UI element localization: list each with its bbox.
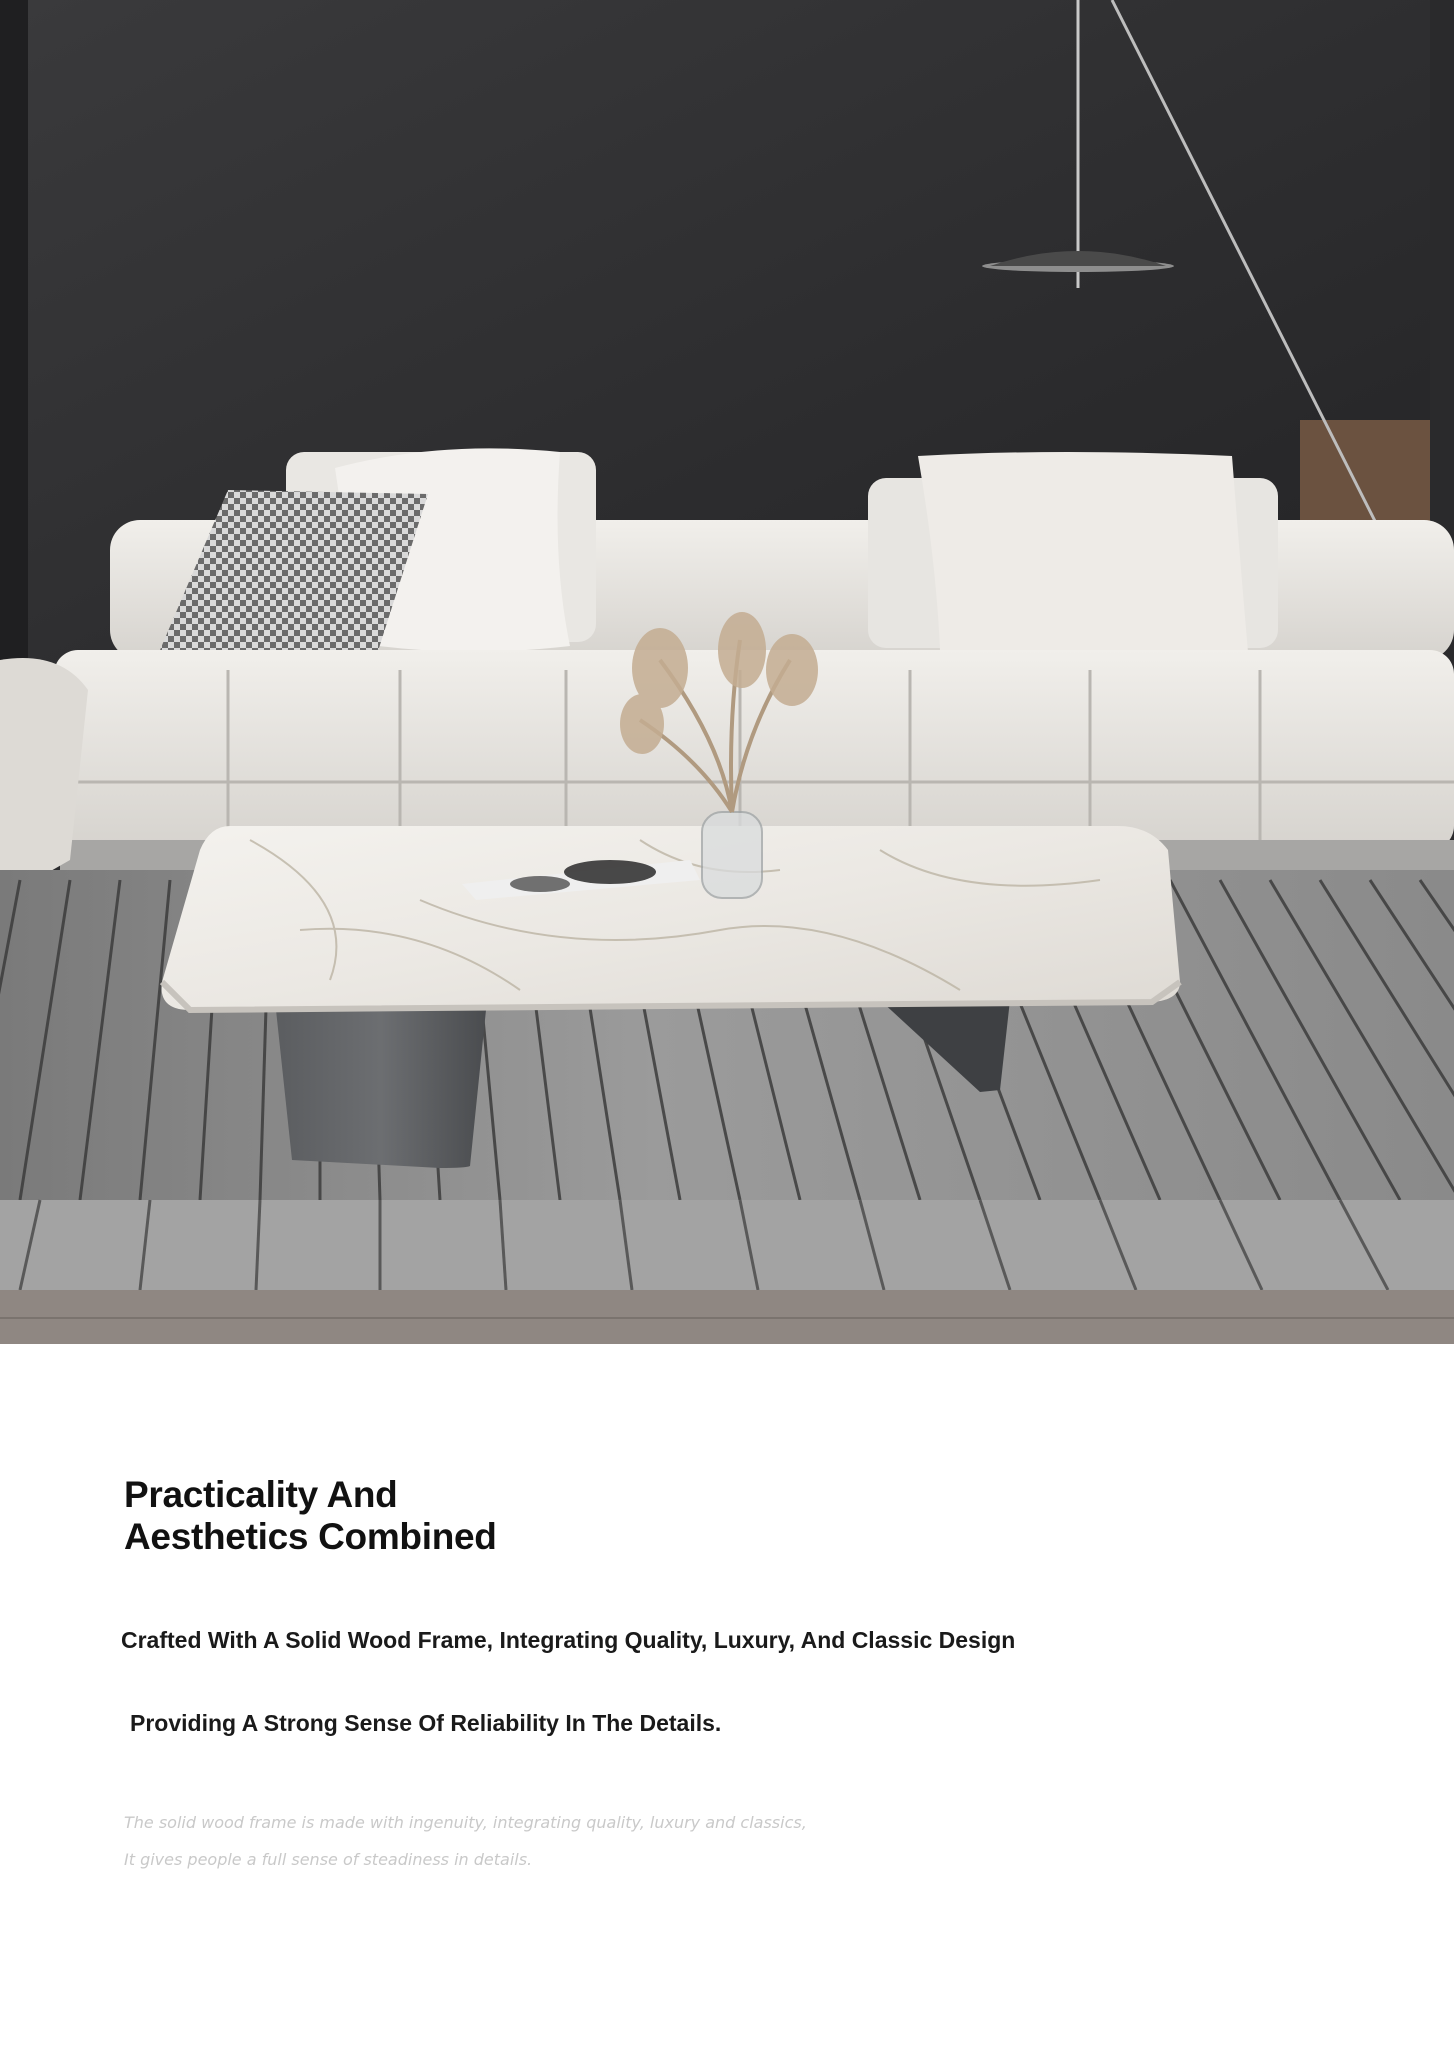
subheading-line-1: Crafted With A Solid Wood Frame, Integrating Quality, Luxury, And Classic Design [121,1627,1016,1653]
fine-print-line-1: The solid wood frame is made with ingenuity, integrating quality, luxury and classics, [124,1813,807,1832]
subheading-line-2: Providing A Strong Sense Of Reliability In The Details. [130,1710,722,1736]
feature-copy-section [0,1344,1454,2048]
headline-line-1: Practicality And [124,1474,398,1515]
fine-print-line-2: It gives people a full sense of steadiness in details. [124,1850,533,1869]
headline-line-2: Aesthetics Combined [124,1516,497,1557]
headline [124,1474,497,1558]
